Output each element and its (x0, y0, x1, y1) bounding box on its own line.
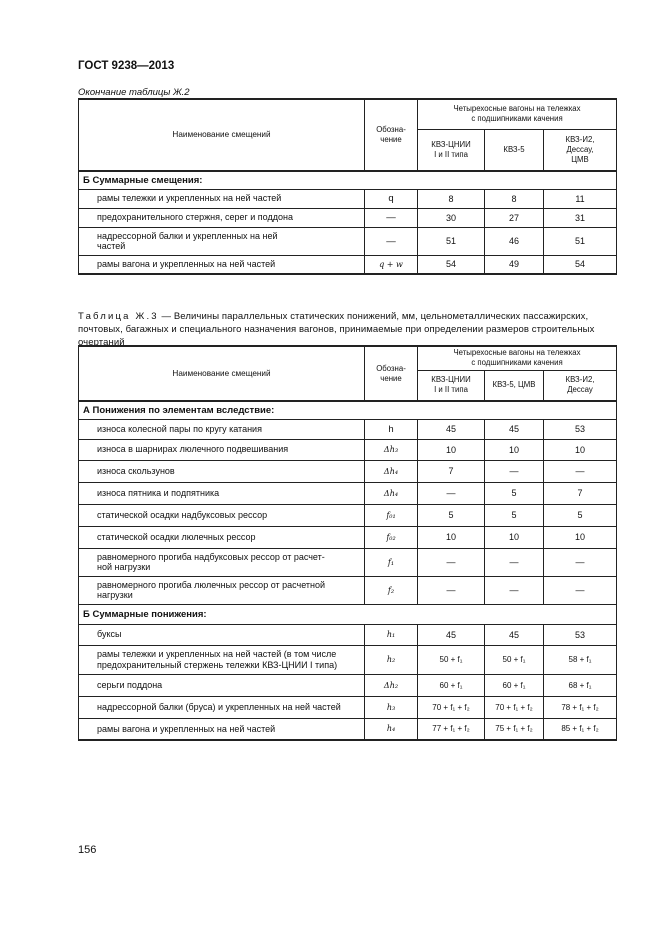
row-value: 8 (418, 189, 485, 208)
row-name: рамы тележки и укрепленных на ней частей (79, 189, 365, 208)
document-header: ГОСТ 9238—2013 (78, 60, 175, 72)
table-row (79, 645, 617, 674)
row-name: буксы (79, 624, 365, 645)
row-value: 85 + f₁ + f₂ (544, 718, 617, 740)
row-value: 8 (485, 189, 544, 208)
row-value: 53 (544, 419, 617, 439)
table-row (79, 439, 617, 460)
row-name: рамы вагона и укрепленных на ней частей (79, 718, 365, 740)
row-value: — (418, 548, 485, 576)
row-value: 5 (544, 504, 617, 526)
row-value: 7 (418, 460, 485, 482)
table-row (79, 696, 617, 718)
table1-caption: Окончание таблицы Ж.2 (78, 87, 190, 98)
row-symbol: Δh₄ (365, 460, 418, 482)
row-symbol: h₄ (365, 718, 418, 740)
row-value: 53 (544, 624, 617, 645)
row-name: серьги поддона (79, 674, 365, 696)
row-value: 45 (485, 624, 544, 645)
table-row (79, 624, 617, 645)
row-value: 27 (485, 208, 544, 227)
row-value: — (544, 460, 617, 482)
row-name: равномерного прогиба люлечных рессор от расчетной нагрузки (79, 576, 365, 604)
row-value: — (418, 482, 485, 504)
row-value: 31 (544, 208, 617, 227)
section-b-heading: Б Суммарные понижения: (79, 604, 617, 624)
table-zh3 (78, 345, 617, 741)
subheader: КВЗ-5, ЦМВ (485, 370, 544, 401)
row-value: 5 (485, 482, 544, 504)
subheader: КВЗ-ЦНИИ I и II типа (418, 370, 485, 401)
col-name-header: Наименование смещений (79, 346, 365, 401)
row-value: 46 (485, 227, 544, 255)
row-value: 51 (418, 227, 485, 255)
row-value: 7 (544, 482, 617, 504)
row-value: 51 (544, 227, 617, 255)
row-value: 5 (418, 504, 485, 526)
row-symbol: f₁ (365, 548, 418, 576)
row-name: износа пятника и подпятника (79, 482, 365, 504)
row-value: 10 (544, 439, 617, 460)
row-value: 60 + f₁ (485, 674, 544, 696)
row-symbol: — (365, 208, 418, 227)
row-value: — (544, 576, 617, 604)
row-symbol: Δh₄ (365, 482, 418, 504)
row-name: статической осадки люлечных рессор (79, 526, 365, 548)
row-name: статической осадки надбуксовых рессор (79, 504, 365, 526)
table-row (79, 548, 617, 576)
table-row (79, 674, 617, 696)
subheader: КВЗ-И2, Дессау, ЦМВ (544, 129, 617, 171)
table-row (79, 208, 617, 227)
page-number: 156 (78, 844, 97, 856)
table-row (79, 460, 617, 482)
row-value: 45 (418, 624, 485, 645)
table2-caption: Таблица Ж.3 — Величины параллельных статических понижений, мм, цельнометаллических пассажирских, почтовых, багажных и специального назначения вагонов, принимаемые при определении размеров строительных очертаний (78, 311, 595, 348)
row-symbol: f₂ (365, 576, 418, 604)
row-value: 49 (485, 255, 544, 274)
row-value: 30 (418, 208, 485, 227)
section-b-heading: Б Суммарные смещения: (79, 171, 617, 189)
table-zh2-end (78, 98, 617, 275)
row-value: 77 + f₁ + f₂ (418, 718, 485, 740)
col-symbol-header: Обозна- чение (365, 99, 418, 171)
table-row (79, 227, 617, 255)
row-value: 10 (418, 526, 485, 548)
row-value: — (418, 576, 485, 604)
row-name: предохранительного стержня, серег и поддона (79, 208, 365, 227)
row-value: — (485, 576, 544, 604)
table-row (79, 504, 617, 526)
row-value: 11 (544, 189, 617, 208)
row-value: 50 + f₁ (485, 645, 544, 674)
row-value: 54 (418, 255, 485, 274)
row-value: 68 + f₁ (544, 674, 617, 696)
row-symbol: Δh₃ (365, 439, 418, 460)
group-header: Четырехосные вагоны на тележках с подшипниками качения (418, 99, 617, 129)
row-value: 45 (485, 419, 544, 439)
row-value: 70 + f₁ + f₂ (418, 696, 485, 718)
col-symbol-header: Обозна- чение (365, 346, 418, 401)
row-symbol: f₀₁ (365, 504, 418, 526)
row-value: 70 + f₁ + f₂ (485, 696, 544, 718)
row-symbol: h₃ (365, 696, 418, 718)
row-name: износа в шарнирах люлечного подвешивания (79, 439, 365, 460)
table-row (79, 526, 617, 548)
row-value: 54 (544, 255, 617, 274)
row-value: 10 (485, 439, 544, 460)
subheader: КВЗ-И2, Дессау (544, 370, 617, 401)
row-value: 78 + f₁ + f₂ (544, 696, 617, 718)
row-value: 50 + f₁ (418, 645, 485, 674)
row-name: рамы тележки и укрепленных на ней частей (в том числе предохранительный стержень тележки КВЗ-ЦНИИ I типа) (79, 645, 365, 674)
row-value: 5 (485, 504, 544, 526)
table-row (79, 718, 617, 740)
row-name: надрессорной балки (бруса) и укрепленных на ней частей (79, 696, 365, 718)
row-symbol: Δh₂ (365, 674, 418, 696)
row-value: — (544, 548, 617, 576)
col-name-header: Наименование смещений (79, 99, 365, 171)
table-row (79, 482, 617, 504)
subheader: КВЗ-5 (485, 129, 544, 171)
subheader: КВЗ-ЦНИИ I и II типа (418, 129, 485, 171)
row-symbol: q + w (365, 255, 418, 274)
table-row (79, 255, 617, 274)
row-value: — (485, 548, 544, 576)
table-row (79, 189, 617, 208)
row-name: износа скользунов (79, 460, 365, 482)
row-name: равномерного прогиба надбуксовых рессор от расчет- ной нагрузки (79, 548, 365, 576)
row-value: 10 (544, 526, 617, 548)
group-header: Четырехосные вагоны на тележках с подшипниками качения (418, 346, 617, 370)
row-value: — (485, 460, 544, 482)
row-symbol: h (365, 419, 418, 439)
row-symbol: — (365, 227, 418, 255)
row-name: надрессорной балки и укрепленных на ней частей (79, 227, 365, 255)
row-symbol: h₂ (365, 645, 418, 674)
row-value: 45 (418, 419, 485, 439)
section-a-heading: А Понижения по элементам вследствие: (79, 401, 617, 419)
row-name: износа колесной пары по кругу катания (79, 419, 365, 439)
row-symbol: q (365, 189, 418, 208)
row-value: 60 + f₁ (418, 674, 485, 696)
row-symbol: h₁ (365, 624, 418, 645)
row-value: 58 + f₁ (544, 645, 617, 674)
row-value: 10 (418, 439, 485, 460)
row-symbol: f₀₂ (365, 526, 418, 548)
row-name: рамы вагона и укрепленных на ней частей (79, 255, 365, 274)
table-row (79, 576, 617, 604)
table-row (79, 419, 617, 439)
row-value: 10 (485, 526, 544, 548)
row-value: 75 + f₁ + f₂ (485, 718, 544, 740)
